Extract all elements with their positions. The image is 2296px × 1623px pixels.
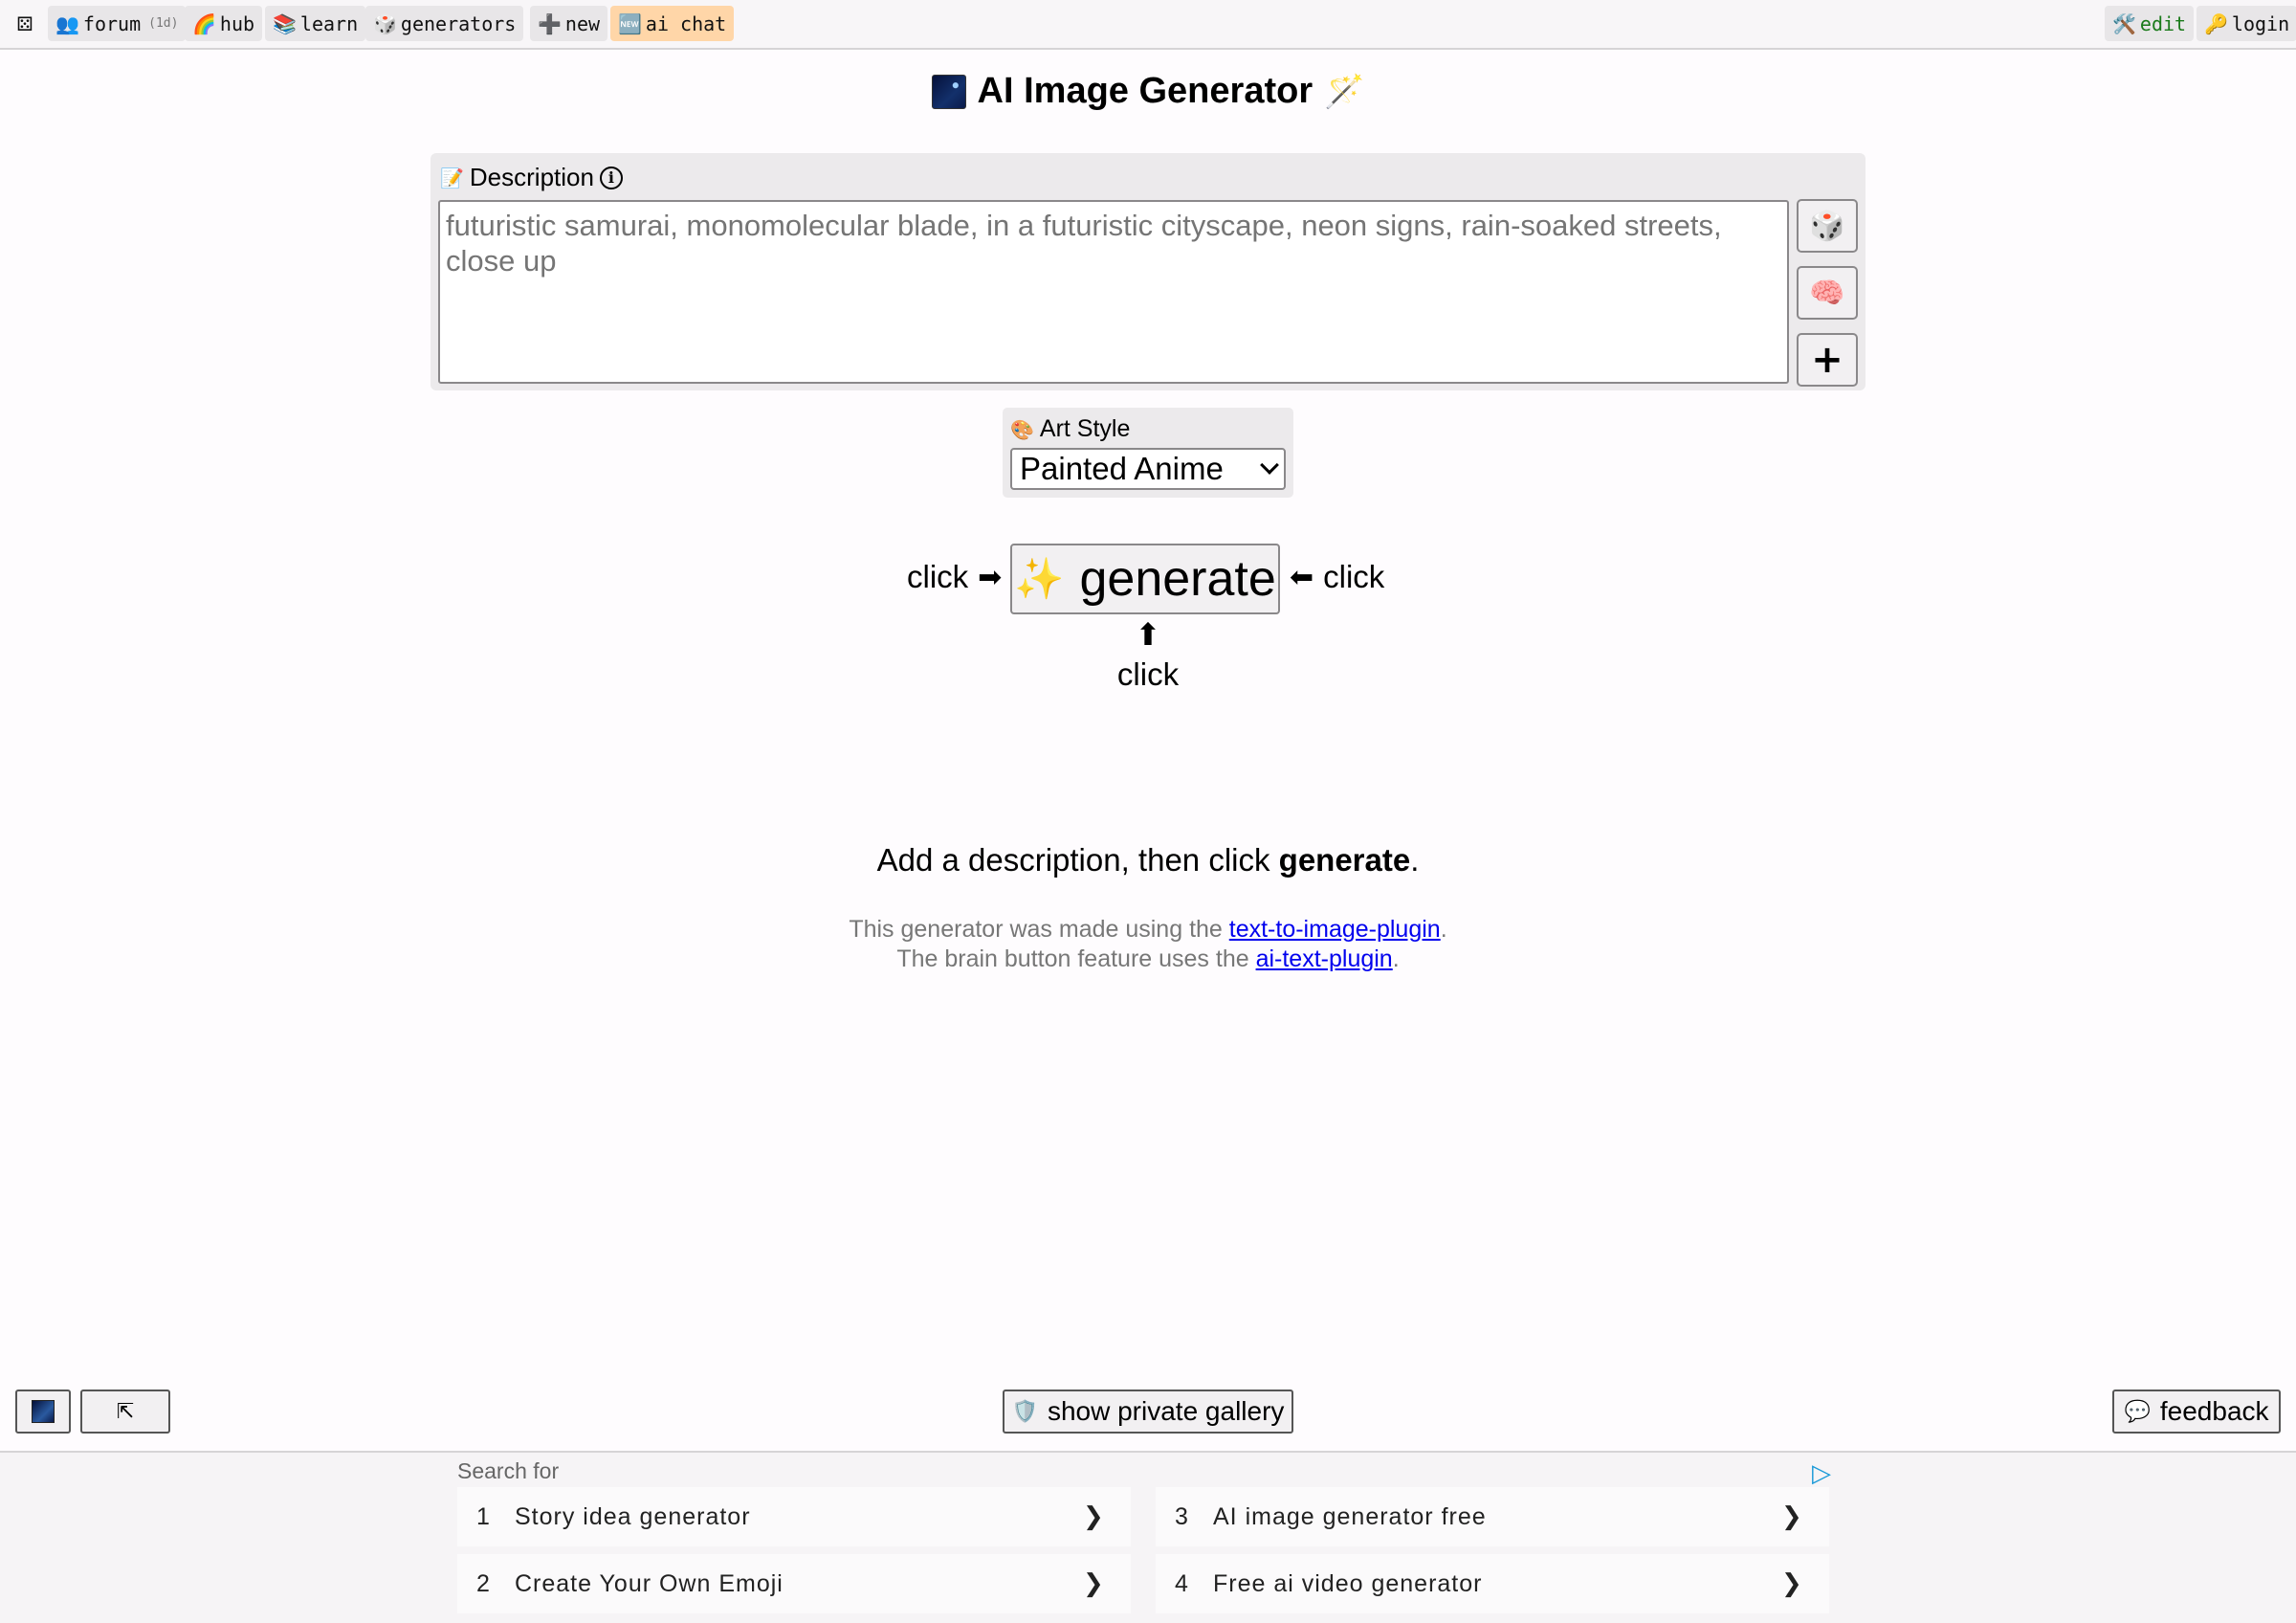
art-style-label: [1010, 415, 1130, 443]
chevron-down-icon: [1260, 456, 1279, 475]
ad-item[interactable]: [457, 1487, 1131, 1546]
new-badge-icon: 🆕: [618, 11, 642, 35]
hub-button[interactable]: [185, 6, 262, 41]
forum-button[interactable]: [48, 6, 186, 41]
ad-item[interactable]: [1156, 1554, 1829, 1613]
forum-badge: (1d): [148, 16, 179, 31]
expand-icon: ⇱: [116, 1399, 135, 1424]
instruction-suffix: .: [1410, 842, 1420, 878]
new-label: new: [564, 11, 601, 35]
add-field-button[interactable]: [1797, 333, 1858, 387]
top-nav-bar: [0, 0, 2296, 50]
dice-icon: 🎲: [373, 11, 397, 35]
ad-item[interactable]: [1156, 1487, 1829, 1546]
people-icon: 👥: [55, 11, 79, 35]
ad-heading: Search for: [457, 1458, 560, 1483]
art-style-selected: Painted Anime: [1020, 451, 1224, 486]
dice-icon: 🎲: [1809, 209, 1845, 243]
feedback-button[interactable]: [2112, 1390, 2281, 1434]
click-text-bottom: click: [1116, 656, 1180, 692]
edit-label: edit: [2139, 11, 2187, 35]
arrow-right-icon: ➡: [978, 560, 1003, 594]
description-label-text: Description: [469, 163, 594, 191]
sparkles-icon: ✨: [1014, 555, 1065, 602]
magic-wand-icon: 🪄: [1324, 72, 1365, 111]
instruction-prefix: Add a description, then click: [876, 842, 1279, 878]
text-to-image-plugin-link[interactable]: text-to-image-plugin: [1228, 916, 1441, 943]
credits-line1-suffix: .: [1440, 916, 1447, 943]
learn-label: learn: [299, 11, 359, 35]
learn-button[interactable]: [265, 6, 365, 41]
tools-icon: 🛠️: [2112, 11, 2136, 35]
login-button[interactable]: [2197, 6, 2296, 41]
pencil-icon: 📝: [440, 166, 464, 189]
ad-item-number: 2: [476, 1569, 491, 1597]
show-private-gallery-button[interactable]: [1003, 1390, 1293, 1434]
plus-icon: +: [1811, 338, 1843, 382]
chevron-right-icon: ❯: [1083, 1569, 1105, 1598]
feedback-label: feedback: [2159, 1396, 2269, 1426]
credits-line2-suffix: .: [1392, 945, 1400, 972]
ad-item[interactable]: [457, 1554, 1131, 1613]
credits-text: [0, 915, 2296, 974]
click-text-left: click: [907, 559, 969, 594]
ai-chat-label: ai chat: [645, 11, 727, 35]
ad-item-number: 4: [1175, 1569, 1189, 1597]
info-icon[interactable]: i: [600, 167, 623, 189]
chevron-right-icon: ❯: [1781, 1502, 1803, 1531]
credits-line2-prefix: The brain button feature uses the: [896, 945, 1256, 972]
art-style-select[interactable]: [1010, 448, 1286, 490]
rainbow-icon: 🌈: [192, 11, 216, 35]
generators-button[interactable]: [365, 6, 523, 41]
dice-icon: ⚄: [16, 11, 33, 35]
arrow-left-icon: ⬅: [1290, 560, 1314, 594]
ad-item-text: Story idea generator: [515, 1502, 751, 1530]
click-hint-left: [907, 559, 1002, 595]
ad-item-text: Free ai video generator: [1213, 1569, 1483, 1597]
ad-item-number: 3: [1175, 1502, 1189, 1530]
instruction-text: [0, 842, 2296, 878]
chevron-right-icon: ❯: [1781, 1569, 1803, 1598]
generate-button[interactable]: [1010, 544, 1280, 614]
plus-icon: ➕: [538, 11, 562, 35]
ad-item-number: 1: [476, 1502, 491, 1530]
generate-label: generate: [1079, 551, 1276, 607]
page-title: [0, 71, 2296, 112]
gallery-thumbnail-button[interactable]: [15, 1390, 71, 1434]
forum-label: forum: [82, 11, 142, 35]
arrow-up-icon: ⬆: [1135, 616, 1161, 653]
login-label: login: [2231, 11, 2290, 35]
description-input[interactable]: [438, 200, 1789, 384]
image-thumbnail-icon: [32, 1400, 55, 1423]
art-style-label-text: Art Style: [1039, 415, 1131, 442]
instruction-bold: generate: [1278, 842, 1411, 878]
art-style-panel: [1003, 408, 1293, 498]
expand-button[interactable]: [80, 1390, 170, 1434]
hub-label: hub: [219, 11, 255, 35]
description-label: [440, 163, 623, 192]
random-description-button[interactable]: [1797, 199, 1858, 253]
random-generator-button[interactable]: [8, 6, 42, 41]
ad-item-text: Create Your Own Emoji: [515, 1569, 784, 1597]
ai-text-plugin-link[interactable]: ai-text-plugin: [1255, 945, 1393, 972]
new-button[interactable]: [530, 6, 607, 41]
brain-icon: 🧠: [1809, 276, 1845, 310]
ad-choices-icon[interactable]: ▷: [1812, 1458, 1831, 1487]
page-title-text: AI Image Generator: [977, 71, 1314, 111]
speech-bubble-icon: 💬: [2124, 1399, 2151, 1424]
click-hint-right: [1290, 559, 1384, 595]
generators-label: generators: [400, 11, 517, 35]
description-panel: [430, 153, 1866, 390]
key-icon: 🔑: [2204, 11, 2228, 35]
ad-item-text: AI image generator free: [1213, 1502, 1487, 1530]
click-hint-bottom: [1100, 618, 1196, 693]
click-text-right: click: [1323, 559, 1385, 594]
shield-icon: 🛡️: [1011, 1399, 1038, 1424]
galaxy-image-icon: [932, 75, 966, 109]
ai-chat-button[interactable]: [610, 6, 734, 41]
palette-icon: 🎨: [1010, 417, 1034, 441]
chevron-right-icon: ❯: [1083, 1502, 1105, 1531]
edit-button[interactable]: [2105, 6, 2194, 41]
credits-line1-prefix: This generator was made using the: [849, 916, 1229, 943]
search-ad-bar: [0, 1451, 2296, 1623]
brain-ai-button[interactable]: [1797, 266, 1858, 320]
books-icon: 📚: [273, 11, 297, 35]
show-private-gallery-label: show private gallery: [1047, 1396, 1285, 1426]
